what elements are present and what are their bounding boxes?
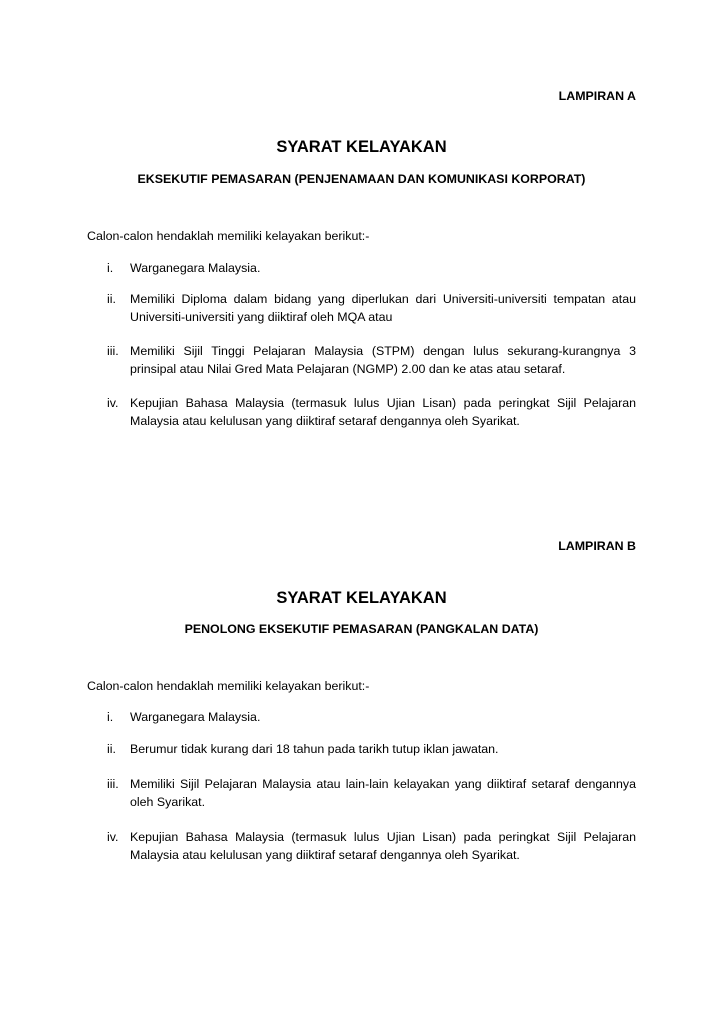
section-b-item-3 [87, 775, 636, 811]
lampiran-b-label: LAMPIRAN B [558, 539, 636, 553]
item-number: i. [107, 710, 114, 724]
section-b-item-1 [87, 708, 636, 726]
section-b-item-4 [87, 828, 636, 864]
item-text: Kepujian Bahasa Malaysia (termasuk lulus Ujian Lisan) pada peringkat Sijil Pelajaran Malaysia atau kelulusan yang diiktiraf setaraf dengannya oleh Syarikat. [130, 830, 636, 862]
section-a-intro: Calon-calon hendaklah memiliki kelayakan berikut:- [87, 229, 370, 243]
item-text: Kepujian Bahasa Malaysia (termasuk lulus Ujian Lisan) pada peringkat Sijil Pelajaran Malaysia atau kelulusan yang diiktiraf setaraf dengannya oleh Syarikat. [130, 396, 636, 428]
item-number: i. [107, 261, 114, 275]
section-a-title: SYARAT KELAYAKAN [276, 138, 447, 156]
item-text: Berumur tidak kurang dari 18 tahun pada tarikh tutup iklan jawatan. [130, 742, 499, 756]
section-b-item-2 [87, 740, 636, 758]
section-a-item-3 [87, 342, 636, 378]
section-a-item-2 [87, 290, 636, 326]
section-a-item-1 [87, 259, 636, 277]
item-text: Memiliki Sijil Tinggi Pelajaran Malaysia (STPM) dengan lulus sekurang-kurangnya 3 prinsipal atau Nilai Gred Mata Pelajaran (NGMP) 2.00 dan ke atas atau setaraf. [130, 344, 636, 376]
item-number: iv. [107, 830, 119, 844]
item-number: iii. [107, 344, 119, 358]
section-a-subtitle: EKSEKUTIF PEMASARAN (PENJENAMAAN DAN KOMUNIKASI KORPORAT) [137, 172, 586, 186]
item-number: ii. [107, 742, 116, 756]
section-b-title: SYARAT KELAYAKAN [276, 589, 447, 607]
section-a-item-4 [87, 394, 636, 430]
item-text: Warganegara Malaysia. [130, 261, 261, 275]
section-b-intro: Calon-calon hendaklah memiliki kelayakan berikut:- [87, 679, 370, 693]
item-number: iv. [107, 396, 119, 410]
lampiran-a-label: LAMPIRAN A [558, 89, 636, 103]
item-text: Warganegara Malaysia. [130, 710, 261, 724]
item-text: Memiliki Sijil Pelajaran Malaysia atau lain-lain kelayakan yang diiktiraf setaraf dengannya oleh Syarikat. [130, 777, 636, 809]
section-b-subtitle: PENOLONG EKSEKUTIF PEMASARAN (PANGKALAN DATA) [184, 622, 539, 636]
item-number: iii. [107, 777, 119, 791]
item-number: ii. [107, 292, 116, 306]
item-text: Memiliki Diploma dalam bidang yang diperlukan dari Universiti-universiti tempatan atau Universiti-universiti yang diiktiraf oleh MQA atau [130, 292, 636, 324]
